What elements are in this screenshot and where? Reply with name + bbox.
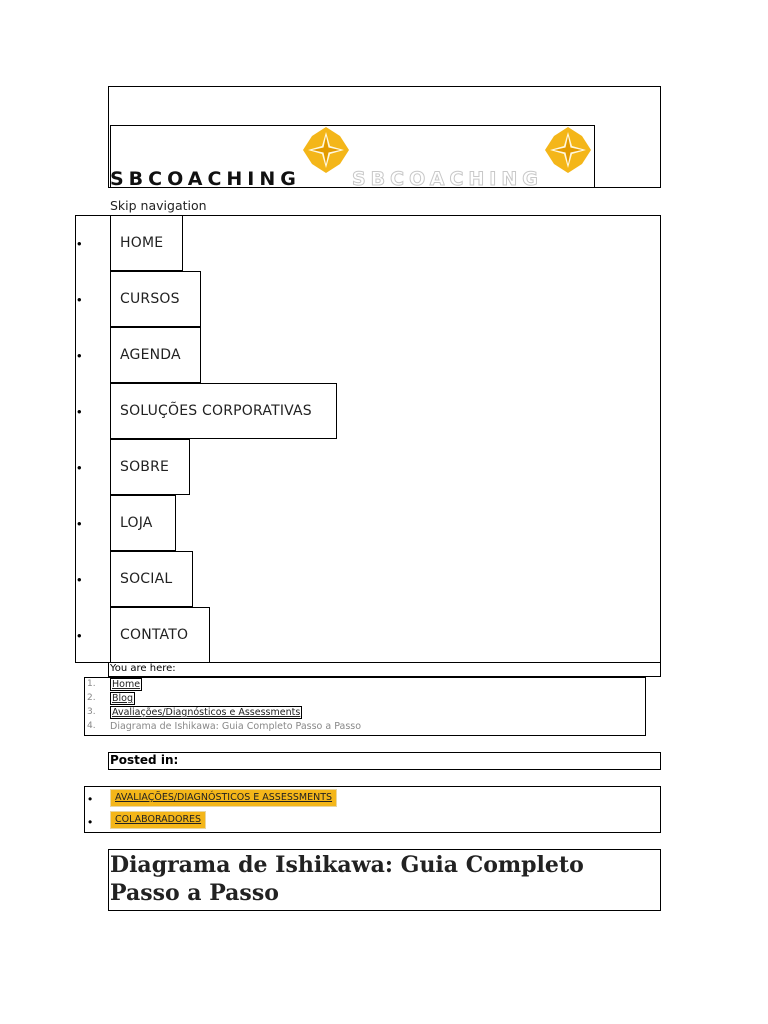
nav-item-cursos[interactable]: CURSOS [110, 271, 201, 327]
bullet: • [77, 292, 82, 307]
page-title: Diagrama de Ishikawa: Guia Completo Passo a Passo [110, 852, 584, 906]
bullet: • [77, 572, 82, 587]
breadcrumb-number: 2. [87, 693, 96, 703]
breadcrumb-header [108, 662, 661, 677]
skip-navigation-link[interactable]: Skip navigation [110, 198, 207, 213]
bullet: • [77, 404, 82, 419]
nav-item-solucoes-corporativas[interactable]: SOLUÇÕES CORPORATIVAS [110, 383, 337, 439]
breadcrumb-current: Diagrama de Ishikawa: Guia Completo Passo a Passo [110, 721, 362, 732]
bullet: • [88, 815, 93, 829]
posted-in-header [108, 752, 661, 770]
bullet: • [77, 516, 82, 531]
nav-item-social[interactable]: SOCIAL [110, 551, 193, 607]
breadcrumb-number: 4. [87, 721, 96, 731]
bullet: • [77, 348, 82, 363]
nav-item-sobre[interactable]: SOBRE [110, 439, 190, 495]
star-icon [544, 126, 592, 174]
nav-item-agenda[interactable]: AGENDA [110, 327, 201, 383]
nav-item-contato[interactable]: CONTATO [110, 607, 210, 663]
breadcrumb-home-link[interactable]: Home [112, 679, 141, 690]
breadcrumb-label: You are here: [110, 663, 176, 674]
breadcrumb-blog-link[interactable]: Blog [112, 693, 133, 704]
logo-wordmark: SBCOACHING [110, 168, 301, 190]
bullet: • [77, 628, 82, 643]
nav-item-home[interactable]: HOME [110, 215, 183, 271]
logo-wordmark-ghost: SBCOACHING [352, 168, 543, 190]
category-tag-avaliacoes[interactable]: AVALIAÇÕES/DIAGNÓSTICOS E ASSESSMENTS [110, 789, 337, 807]
breadcrumb-number: 3. [87, 707, 96, 717]
bullet: • [77, 236, 82, 251]
star-icon [302, 126, 350, 174]
nav-item-loja[interactable]: LOJA [110, 495, 176, 551]
category-tag-colaboradores[interactable]: COLABORADORES [110, 811, 206, 829]
bullet: • [77, 460, 82, 475]
bullet: • [88, 792, 93, 806]
breadcrumb-number: 1. [87, 679, 96, 689]
breadcrumb-category-link[interactable]: Avaliações/Diagnósticos e Assessments [112, 707, 301, 718]
posted-in-label: Posted in: [110, 753, 179, 767]
